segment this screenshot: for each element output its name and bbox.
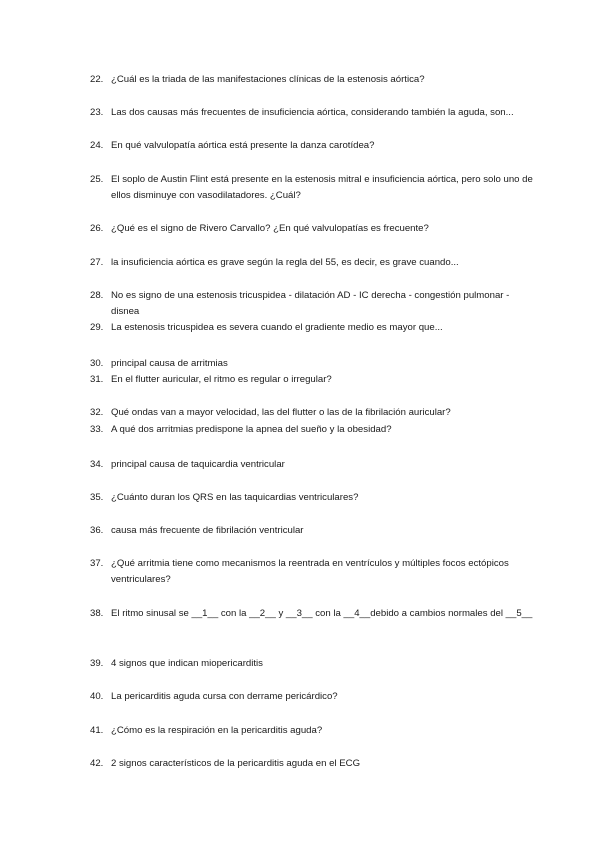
question-34: [90, 457, 540, 473]
question-text: ¿Cómo es la respiración en la pericarditis aguda?: [111, 725, 323, 736]
question-23: [90, 105, 540, 121]
question-26: [90, 221, 540, 237]
question-text: principal causa de taquicardia ventricular: [111, 459, 285, 470]
question-24: [90, 138, 540, 154]
question-number: 36.: [90, 525, 104, 536]
question-37: [90, 556, 540, 588]
question-number: 32.: [90, 407, 104, 418]
question-22: [90, 72, 540, 88]
question-25: [90, 172, 540, 204]
question-text: ¿Qué arritmia tiene como mecanismos la reentrada en ventrículos y múltiples focos ectópicos ventriculares?: [111, 558, 509, 585]
question-38: [90, 606, 540, 622]
question-number: 28.: [90, 290, 104, 301]
question-text: 4 signos que indican miopericarditis: [111, 658, 263, 669]
question-number: 34.: [90, 459, 104, 470]
question-number: 42.: [90, 758, 104, 769]
question-text: ¿Cuál es la triada de las manifestaciones clínicas de la estenosis aórtica?: [111, 74, 425, 85]
question-number: 33.: [90, 424, 104, 435]
question-number: 26.: [90, 223, 104, 234]
question-28: [90, 288, 540, 320]
question-number: 40.: [90, 691, 104, 702]
question-text: No es signo de una estenosis tricuspidea - dilatación AD - IC derecha - congestión pulmonar - disnea: [111, 290, 510, 317]
question-number: 35.: [90, 492, 104, 503]
question-number: 22.: [90, 74, 104, 85]
question-text: En qué valvulopatía aórtica está presente la danza carotídea?: [111, 140, 375, 151]
question-text: El soplo de Austin Flint está presente en la estenosis mitral e insuficiencia aórtica, pero solo uno de ellos disminuye con vasodilatadores. ¿Cuál?: [111, 174, 533, 201]
question-number: 31.: [90, 374, 104, 385]
question-text: ¿Qué es el signo de Rivero Carvallo? ¿En qué valvulopatías es frecuente?: [111, 223, 429, 234]
question-36: [90, 523, 540, 539]
question-text: Las dos causas más frecuentes de insuficiencia aórtica, considerando también la aguda, son...: [111, 107, 514, 118]
question-29: [90, 320, 540, 336]
question-text: En el flutter auricular, el ritmo es regular o irregular?: [111, 374, 332, 385]
question-33: [90, 422, 540, 438]
question-text: principal causa de arritmias: [111, 358, 228, 369]
question-40: [90, 689, 540, 705]
question-30: [90, 356, 540, 372]
question-number: 38.: [90, 608, 104, 619]
question-number: 29.: [90, 322, 104, 333]
question-number: 25.: [90, 174, 104, 185]
question-number: 23.: [90, 107, 104, 118]
question-text: Qué ondas van a mayor velocidad, las del flutter o las de la fibrilación auricular?: [111, 407, 451, 418]
question-text: La pericarditis aguda cursa con derrame pericárdico?: [111, 691, 338, 702]
question-text: El ritmo sinusal se __1__ con la __2__ y __3__ con la __4__debido a cambios normales del __5__: [111, 608, 533, 619]
question-text: A qué dos arritmias predispone la apnea del sueño y la obesidad?: [111, 424, 392, 435]
question-39: [90, 656, 540, 672]
question-27: [90, 255, 540, 271]
question-35: [90, 490, 540, 506]
question-number: 24.: [90, 140, 104, 151]
question-text: La estenosis tricuspidea es severa cuando el gradiente medio es mayor que...: [111, 322, 443, 333]
question-text: 2 signos característicos de la pericarditis aguda en el ECG: [111, 758, 361, 769]
question-number: 39.: [90, 658, 104, 669]
question-text: causa más frecuente de fibrilación ventricular: [111, 525, 304, 536]
question-42: [90, 756, 540, 772]
question-number: 37.: [90, 558, 104, 569]
question-number: 30.: [90, 358, 104, 369]
question-text: la insuficiencia aórtica es grave según la regla del 55, es decir, es grave cuando...: [111, 257, 459, 268]
question-number: 27.: [90, 257, 104, 268]
question-41: [90, 723, 540, 739]
question-31: [90, 372, 540, 388]
question-text: ¿Cuánto duran los QRS en las taquicardias ventriculares?: [111, 492, 359, 503]
question-number: 41.: [90, 725, 104, 736]
question-32: [90, 405, 540, 421]
